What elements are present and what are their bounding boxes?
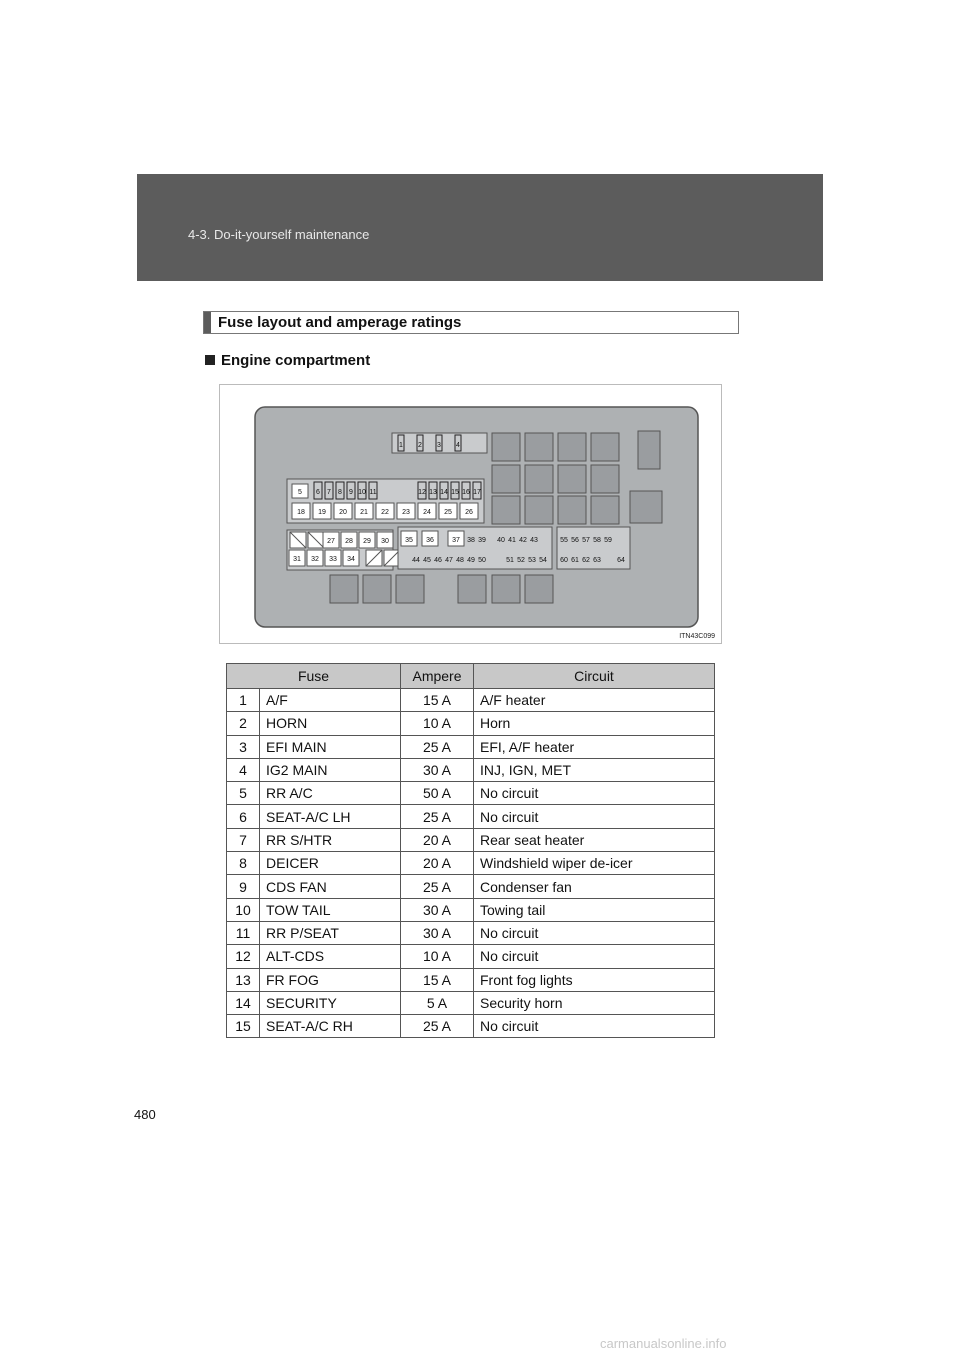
fuse-name: IG2 MAIN	[260, 758, 401, 781]
fuse-number: 3	[227, 735, 260, 758]
table-row	[227, 689, 715, 712]
fuse-label: 31	[293, 556, 301, 563]
fuse-label: 33	[329, 556, 337, 563]
fuse-label: 52	[517, 557, 525, 564]
fuse-label: 55	[560, 537, 568, 544]
fuse-label: 61	[571, 557, 579, 564]
fuse-label: 2	[418, 442, 422, 449]
fuse-name: DEICER	[260, 852, 401, 875]
fuse-table	[226, 663, 715, 1038]
fuse-circuit: INJ, IGN, MET	[474, 758, 715, 781]
fuse-label: 10	[358, 489, 366, 496]
fuse-circuit: No circuit	[474, 921, 715, 944]
table-row	[227, 782, 715, 805]
table-header-row	[227, 664, 715, 689]
relay-box	[558, 496, 586, 524]
relay-box	[525, 496, 553, 524]
fuse-label: 13	[429, 489, 437, 496]
fuse-label: 40	[497, 537, 505, 544]
fuse-circuit: No circuit	[474, 1015, 715, 1038]
fuse-name: RR S/HTR	[260, 828, 401, 851]
fuse-label: 38	[467, 537, 475, 544]
fuse-circuit: No circuit	[474, 805, 715, 828]
fuse-circuit: EFI, A/F heater	[474, 735, 715, 758]
fuse-label: 21	[360, 509, 368, 516]
fuse-circuit: Front fog lights	[474, 968, 715, 991]
fuse-number: 4	[227, 758, 260, 781]
table-row	[227, 945, 715, 968]
fuse-ampere: 20 A	[401, 852, 474, 875]
fuse-circuit: No circuit	[474, 782, 715, 805]
fuse-name: SEAT-A/C RH	[260, 1015, 401, 1038]
fuse-ampere: 30 A	[401, 921, 474, 944]
square-bullet-icon	[205, 355, 215, 365]
relay-box	[525, 433, 553, 461]
subheading	[205, 352, 370, 369]
fuse-number: 9	[227, 875, 260, 898]
fuse-label: 26	[465, 509, 473, 516]
fuse-ampere: 10 A	[401, 712, 474, 735]
fuse-number: 11	[227, 921, 260, 944]
relay-box	[492, 575, 520, 603]
relay-box	[591, 465, 619, 493]
relay-box	[525, 575, 553, 603]
fuse-circuit: Security horn	[474, 991, 715, 1014]
fuse-number: 14	[227, 991, 260, 1014]
fuse-label: 5	[298, 489, 302, 496]
fuse-name: RR A/C	[260, 782, 401, 805]
fuse-number: 8	[227, 852, 260, 875]
fuse-name: FR FOG	[260, 968, 401, 991]
fuse-label: 17	[473, 489, 481, 496]
relay-box	[630, 491, 662, 523]
fuse-label: 51	[506, 557, 514, 564]
fuse-label: 64	[617, 557, 625, 564]
header-ampere: Ampere	[401, 664, 474, 689]
fuse-label: 49	[467, 557, 475, 564]
fuse-label: 3	[437, 442, 441, 449]
fuse-number: 13	[227, 968, 260, 991]
fuse-label: 16	[462, 489, 470, 496]
fuse-label: 27	[327, 538, 335, 545]
fuse-label: 32	[311, 556, 319, 563]
fuse-label: 28	[345, 538, 353, 545]
fuse-number: 6	[227, 805, 260, 828]
fuse-ampere: 5 A	[401, 991, 474, 1014]
fuse-label: 19	[318, 509, 326, 516]
fuse-label: 11	[369, 489, 377, 496]
fuse-label: 62	[582, 557, 590, 564]
fuse-label: 24	[423, 509, 431, 516]
fuse-number: 5	[227, 782, 260, 805]
table-row	[227, 852, 715, 875]
fuse-circuit: Horn	[474, 712, 715, 735]
table-row	[227, 1015, 715, 1038]
relay-box	[492, 496, 520, 524]
fuse-ampere: 25 A	[401, 805, 474, 828]
fuse-ampere: 10 A	[401, 945, 474, 968]
fuse-label: 42	[519, 537, 527, 544]
fuse-number: 10	[227, 898, 260, 921]
fuse-circuit: Condenser fan	[474, 875, 715, 898]
table-row	[227, 968, 715, 991]
fuse-label: 15	[451, 489, 459, 496]
relay-box	[492, 433, 520, 461]
fuse-number: 7	[227, 828, 260, 851]
fuse-circuit: Rear seat heater	[474, 828, 715, 851]
title-accent-bar	[204, 312, 211, 333]
fuse-name: TOW TAIL	[260, 898, 401, 921]
fuse-label: 45	[423, 557, 431, 564]
fuse-label: 14	[440, 489, 448, 496]
relay-box	[558, 465, 586, 493]
fuse-name: RR P/SEAT	[260, 921, 401, 944]
table-row	[227, 758, 715, 781]
fuse-label: 36	[426, 537, 434, 544]
table-row	[227, 921, 715, 944]
fuse-label: 47	[445, 557, 453, 564]
fuse-ampere: 30 A	[401, 898, 474, 921]
fuse-label: 48	[456, 557, 464, 564]
fuse-label: 54	[539, 557, 547, 564]
fuse-number: 12	[227, 945, 260, 968]
page-header	[137, 174, 823, 281]
relay-box	[591, 433, 619, 461]
fuse-label: 29	[363, 538, 371, 545]
fuse-label: 1	[399, 442, 403, 449]
relay-box	[363, 575, 391, 603]
table-row	[227, 712, 715, 735]
fuse-label: 30	[381, 538, 389, 545]
fuse-name: EFI MAIN	[260, 735, 401, 758]
fuse-label: 59	[604, 537, 612, 544]
table-row	[227, 875, 715, 898]
watermark: carmanualsonline.info	[600, 1336, 727, 1351]
fuse-label: 12	[418, 489, 426, 496]
fuse-ampere: 15 A	[401, 689, 474, 712]
table-row	[227, 828, 715, 851]
fuse-label: 43	[530, 537, 538, 544]
relay-box	[330, 575, 358, 603]
header-fuse: Fuse	[227, 664, 401, 689]
fuse-name: SECURITY	[260, 991, 401, 1014]
fuse-number: 15	[227, 1015, 260, 1038]
fuse-ampere: 25 A	[401, 735, 474, 758]
fuse-label: 58	[593, 537, 601, 544]
fuse-label: 23	[402, 509, 410, 516]
relay-box	[591, 496, 619, 524]
relay-box	[396, 575, 424, 603]
section-title-box	[203, 311, 739, 334]
relay-box	[525, 465, 553, 493]
fuse-name: CDS FAN	[260, 875, 401, 898]
fuse-label: 46	[434, 557, 442, 564]
fuse-ampere: 25 A	[401, 1015, 474, 1038]
fuse-circuit: No circuit	[474, 945, 715, 968]
fuse-label: 63	[593, 557, 601, 564]
diagram-code: ITN43C099	[679, 633, 715, 640]
relay-box	[558, 433, 586, 461]
table-row	[227, 898, 715, 921]
fuse-box-svg	[220, 385, 721, 643]
page-number: 480	[134, 1107, 156, 1122]
relay-box	[638, 431, 660, 469]
subheading-text: Engine compartment	[221, 352, 371, 369]
fuse-label: 50	[478, 557, 486, 564]
fuse-label: 4	[456, 442, 460, 449]
fuse-name: A/F	[260, 689, 401, 712]
fuse-label: 25	[444, 509, 452, 516]
table-row	[227, 805, 715, 828]
fuse-ampere: 30 A	[401, 758, 474, 781]
table-row	[227, 991, 715, 1014]
relay-box	[458, 575, 486, 603]
fuse-ampere: 20 A	[401, 828, 474, 851]
fuse-ampere: 50 A	[401, 782, 474, 805]
fuse-circuit: Towing tail	[474, 898, 715, 921]
fuse-name: ALT-CDS	[260, 945, 401, 968]
fuse-ampere: 25 A	[401, 875, 474, 898]
fuse-label: 56	[571, 537, 579, 544]
fuse-label: 37	[452, 537, 460, 544]
fuse-label: 53	[528, 557, 536, 564]
section-label: 4-3. Do-it-yourself maintenance	[188, 227, 370, 242]
fuse-name: HORN	[260, 712, 401, 735]
fuse-label: 35	[405, 537, 413, 544]
fuse-label: 7	[327, 489, 331, 496]
fuse-ampere: 15 A	[401, 968, 474, 991]
fuse-label: 39	[478, 537, 486, 544]
relay-box	[492, 465, 520, 493]
header-circuit: Circuit	[474, 664, 715, 689]
fuse-label: 18	[297, 509, 305, 516]
fuse-label: 22	[381, 509, 389, 516]
fuse-label: 9	[349, 489, 353, 496]
fuse-label: 6	[316, 489, 320, 496]
fuse-label: 44	[412, 557, 420, 564]
fuse-label: 8	[338, 489, 342, 496]
fuse-number: 1	[227, 689, 260, 712]
fuse-circuit: Windshield wiper de-icer	[474, 852, 715, 875]
table-row	[227, 735, 715, 758]
fuse-label: 41	[508, 537, 516, 544]
fuse-label: 34	[347, 556, 355, 563]
fuse-label: 60	[560, 557, 568, 564]
fuse-circuit: A/F heater	[474, 689, 715, 712]
fuse-box-diagram	[219, 384, 722, 644]
fuse-name: SEAT-A/C LH	[260, 805, 401, 828]
fuse-number: 2	[227, 712, 260, 735]
fuse-label: 57	[582, 537, 590, 544]
section-title: Fuse layout and amperage ratings	[218, 314, 462, 331]
fuse-label: 20	[339, 509, 347, 516]
